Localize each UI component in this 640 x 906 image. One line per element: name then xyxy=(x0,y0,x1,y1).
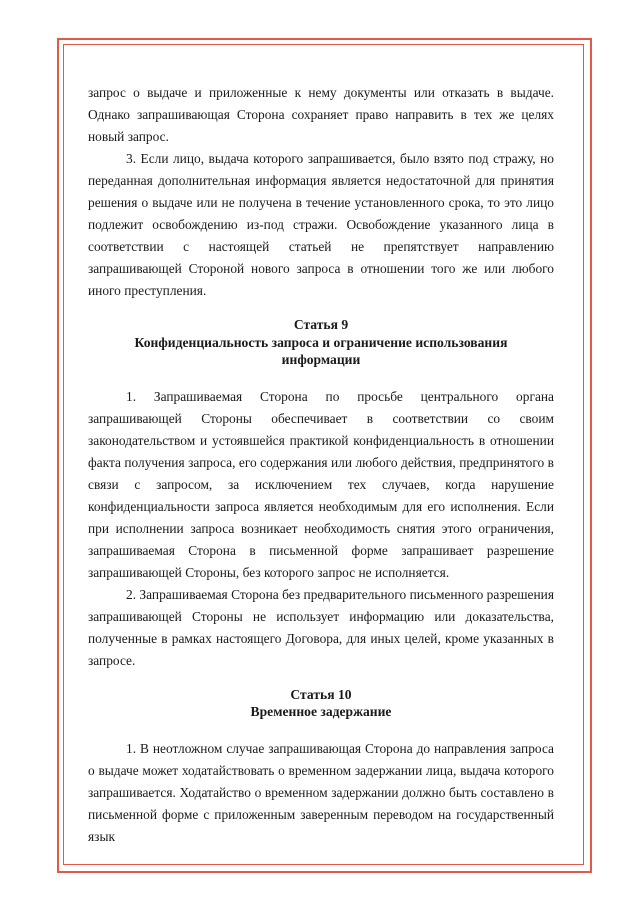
paragraph-article9-item2: 2. Запрашиваемая Сторона без предварительного письменного разрешения запрашивающей Стороны не использует информацию или доказательства, полученные в рамках настоящего Договора, для иных целей, кроме указанных в запросе. xyxy=(88,586,554,668)
document-body xyxy=(88,82,554,848)
article10-title: Временное задержание xyxy=(250,704,392,719)
article9-title-line2: информации xyxy=(281,352,361,367)
article9-number: Статья 9 xyxy=(293,317,349,332)
article9-heading xyxy=(88,316,554,369)
article9-title-line1: Конфиденциальность запроса и ограничение использования xyxy=(134,334,508,350)
paragraph-article8-item3: 3. Если лицо, выдача которого запрашивается, было взято под стражу, но переданная дополнительная информация является недостаточной для принятия решения о выдаче или не получена в течение установленного срока, то это лицо подлежит освобождению из-под стражи. Освобождение указанного лица в соответствии с настоящей статьей не препятствует направлению запрашивающей Стороной нового запроса в отношении того же или любого иного преступления. xyxy=(88,151,554,298)
paragraph-article10-item1: 1. В неотложном случае запрашивающая Сторона до направления запроса о выдаче может ходатайствовать о временном задержании лица, выдача которого запрашивается. Ходатайство о временном задержании должно быть составлено в письменной форме с приложенным заверенным переводом на государственный язык xyxy=(88,740,554,844)
paragraph-article9-item1: 1. Запрашиваемая Сторона по просьбе центрального органа запрашивающей Стороны обеспечивает в соответствии со своим законодательством и устоявшейся практикой конфиденциальность в отношении факта получения запроса, его содержания или любого действия, предпринятого в связи с запросом, за исключением тех случаев, когда нарушение конфиденциальности запроса является необходимым для его исполнения. Если при исполнении запроса возникает необходимость снятия этого ограничения, запрашиваемая Сторона в письменной форме запрашивает разрешение запрашивающей Стороны, без которого запрос не исполняется. xyxy=(88,388,554,580)
paragraph-continuation: запрос о выдаче и приложенные к нему документы или отказать в выдаче. Однако запрашивающая Сторона сохраняет право направить в тех же целях новый запрос. xyxy=(88,85,554,144)
article10-heading xyxy=(88,686,554,721)
article10-number: Статья 10 xyxy=(290,686,352,702)
